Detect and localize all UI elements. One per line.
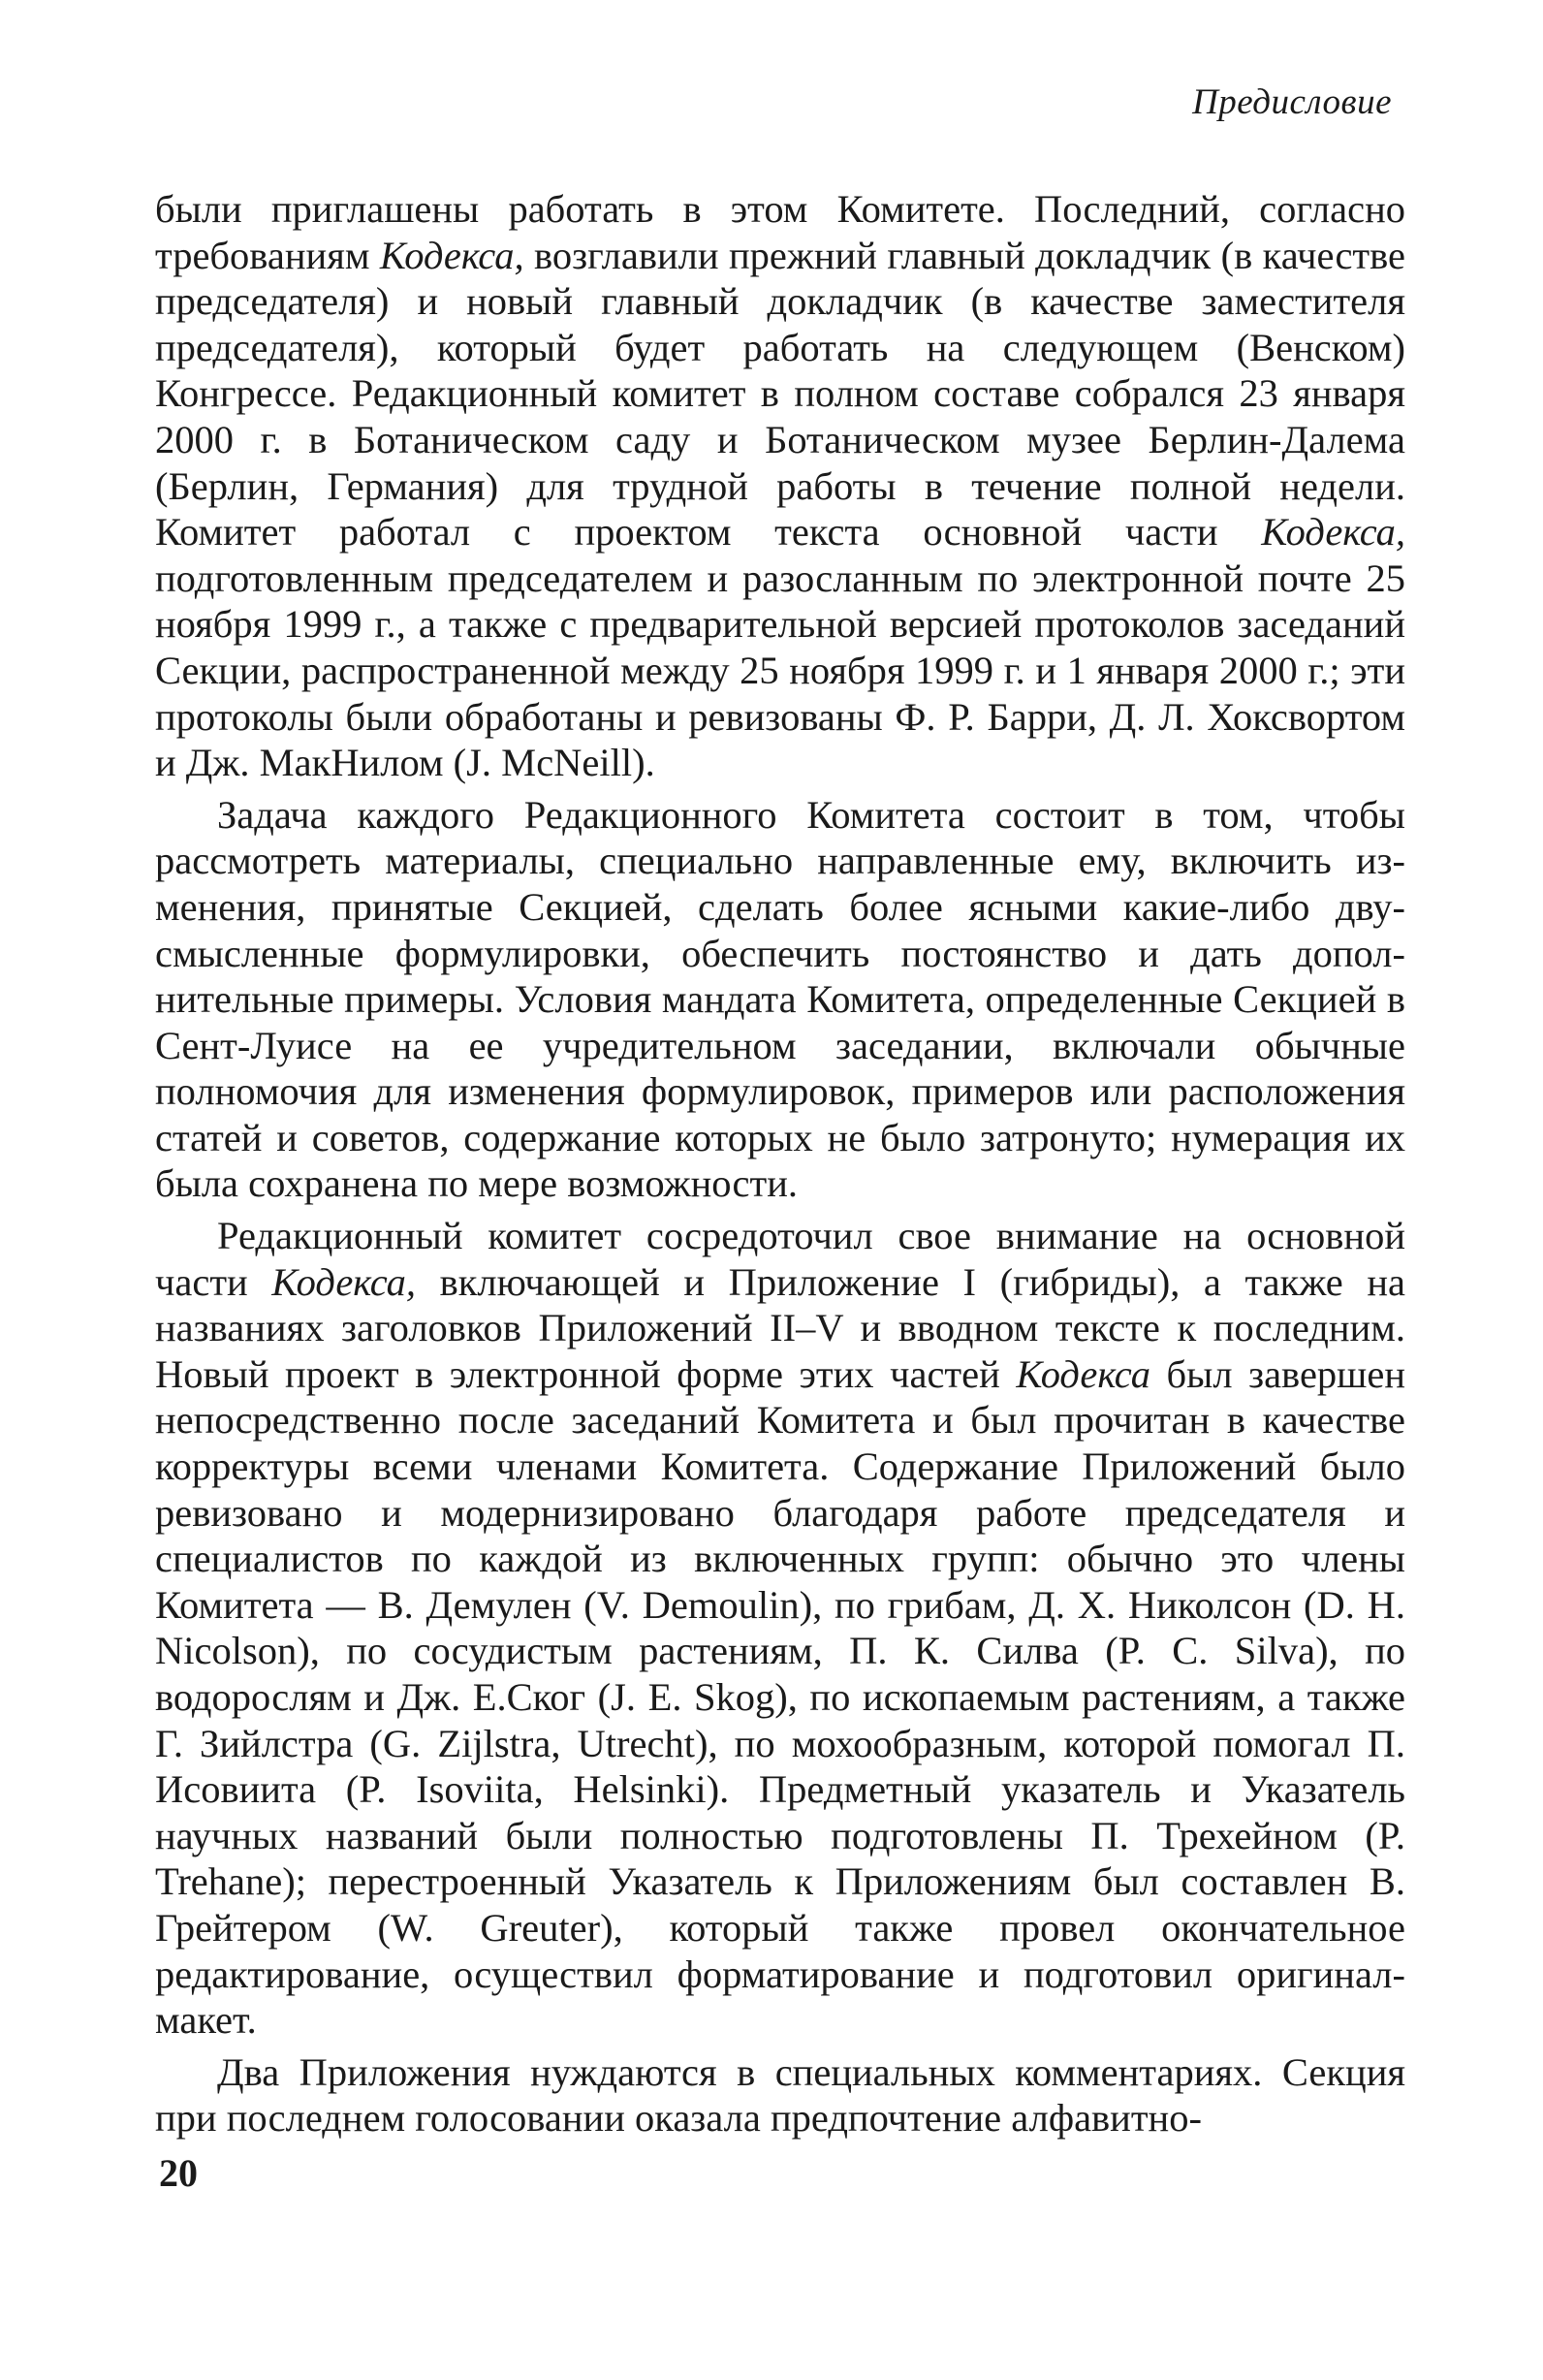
italic-term: Кодекса [1016, 1351, 1150, 1396]
paragraph-2: Задача каждого Редакционного Комитета состоит в том, чтобы рассмотреть материалы, специально направленные ему, включить изменения, принятые Секцией, сделать более ясными какие-либо двусмысленные формулировки, обеспечить постоянство и дать дополнительные примеры. Условия мандата Комитета, определенные Секцией в Сент-Луисе на ее учредительном заседании, включали обычные полномочия для изменения формулировок, примеров или расположения статей и советов, содержание которых не было затронуто; нумерация их была сохранена по мере возможности. [155, 792, 1405, 1206]
body-text [155, 186, 1405, 2142]
paragraph-4: Два Приложения нуждаются в специальных комментариях. Секция при последнем голосовании оказала предпочтение алфавитно- [155, 2049, 1405, 2141]
italic-term: Кодекса, [379, 233, 524, 277]
running-head: Предисловие [1192, 82, 1392, 122]
paragraph-3: Редакционный комитет сосредоточил свое внимание на основной части Кодекса, включающей и Приложение I (гибриды), а также на названиях заголовков Приложений II–V и вводном тексте к последним. Новый проект в электронной форме этих частей Кодекса был завершен непосредственно после заседаний Комитета и был прочитан в качестве корректуры всеми членами Комитета. Содержание Приложений было ревизовано и модернизировано благодаря работе председателя и специалистов по каждой из включенных групп: обычно это члены Комитета — В. Демулен (V. Demoulin), по грибам, Д. Х. Николсон (D. H. Nicolson), по сосудистым растениям, П. К. Силва (P. C. Silva), по водорослям и Дж. Е.Ског (J. E. Skog), по ископаемым растениям, а также Г. Зийлстра (G. Zijlstra, Utrecht), по мохообразным, которой помогал П. Исовиита (P. Isoviita, Helsinki). Предметный указатель и Указатель научных названий были полностью подготовлены П. Трехейном (P. Trehane); перестроенный Указатель к Приложениям был составлен В. Грейтером (W. Greuter), который также провел окончательное редактирование, осуществил форматирование и подготовил оригинал-макет. [155, 1214, 1406, 2043]
italic-term: Кодекса, [1261, 510, 1405, 555]
italic-term: Кодекса, [271, 1259, 417, 1304]
paragraph-1: были приглашены работать в этом Комитете. Последний, согласно требованиям Кодекса, возглавили прежний главный докладчик (в качестве председателя) и новый главный докладчик (в качестве заместителя председателя), который будет работать на следующем (Венском) Конгрессе. Редакционный комитет в полном составе собрался 23 января 2000 г. в Ботаническом саду и Ботаническом музее Берлин-Далема (Берлин, Германия) для трудной работы в течение полной недели. Комитет работал с проектом текста основной части Кодекса, подготовленным председателем и разосланным по электронной почте 25 ноября 1999 г., а также с предварительной версией протоколов заседаний Секции, распространенной между 25 ноября 1999 г. и 1 января 2000 г.; эти протоколы были обработаны и ревизованы Ф. Р. Барри, Д. Л. Хоксвортом и Дж. МакНилом (J. McNeill). [155, 187, 1405, 785]
page-number: 20 [159, 2151, 198, 2195]
